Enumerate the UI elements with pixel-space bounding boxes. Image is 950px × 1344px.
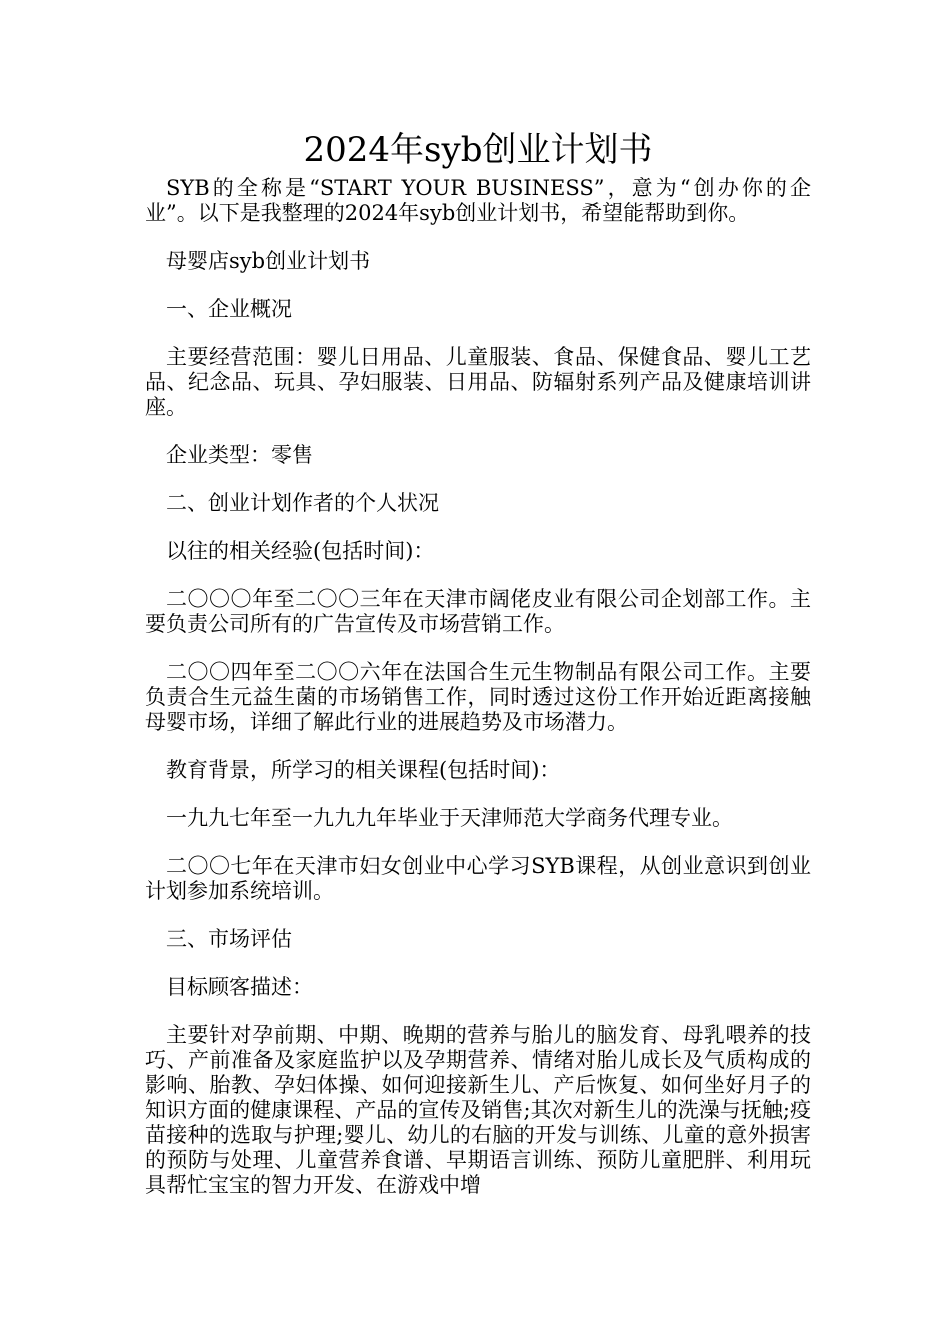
section-heading-market: 三、市场评估: [166, 927, 292, 951]
section-heading-store-plan: 母婴店syb创业计划书: [166, 249, 371, 273]
experience-label: 以往的相关经验(包括时间)：: [166, 539, 435, 563]
education-paragraph-1: 一九九七年至一九九九年毕业于天津师范大学商务代理专业。: [166, 806, 733, 830]
section-heading-overview: 一、企业概况: [166, 297, 292, 321]
experience-paragraph-1: 二〇〇〇年至二〇〇三年在天津市阔佬皮业有限公司企划部工作。主要负责公司所有的广告宣传及市场营销工作。: [145, 587, 811, 636]
section-heading-author: 二、创业计划作者的个人状况: [166, 491, 439, 515]
business-type-paragraph: 企业类型：零售: [166, 443, 313, 467]
education-paragraph-2: 二〇〇七年在天津市妇女创业中心学习SYB课程，从创业意识到创业计划参加系统培训。: [145, 854, 811, 903]
document-page: [145, 126, 811, 1198]
experience-paragraph-2: 二〇〇四年至二〇〇六年在法国合生元生物制品有限公司工作。主要负责合生元益生菌的市场销售工作，同时透过这份工作开始近距离接触母婴市场，详细了解此行业的进展趋势及市场潜力。: [145, 660, 811, 734]
target-customer-paragraph: 主要针对孕前期、中期、晚期的营养与胎儿的脑发育、母乳喂养的技巧、产前准备及家庭监护以及孕期营养、情绪对胎儿成长及气质构成的影响、胎教、孕妇体操、如何迎接新生儿、产后恢复、如何坐好月子的知识方面的健康课程、产品的宣传及销售;其次对新生儿的洗澡与抚触;疫苗接种的选取与护理;婴儿、幼儿的右脑的开发与训练、儿童的意外损害的预防与处理、儿童营养食谱、早期语言训练、预防儿童肥胖、利用玩具帮忙宝宝的智力开发、在游戏中增: [145, 1023, 811, 1197]
business-scope-paragraph: 主要经营范围：婴儿日用品、儿童服装、食品、保健食品、婴儿工艺品、纪念品、玩具、孕妇服装、日用品、防辐射系列产品及健康培训讲座。: [145, 345, 811, 419]
education-label: 教育背景，所学习的相关课程(包括时间)：: [166, 758, 561, 782]
intro-paragraph: SYB的全称是“START YOUR BUSINESS”，意为“创办你的企业”。以下是我整理的2024年syb创业计划书，希望能帮助到你。: [145, 176, 811, 225]
target-customer-label: 目标顾客描述：: [166, 975, 313, 999]
document-title: 2024年syb创业计划书: [303, 130, 653, 170]
